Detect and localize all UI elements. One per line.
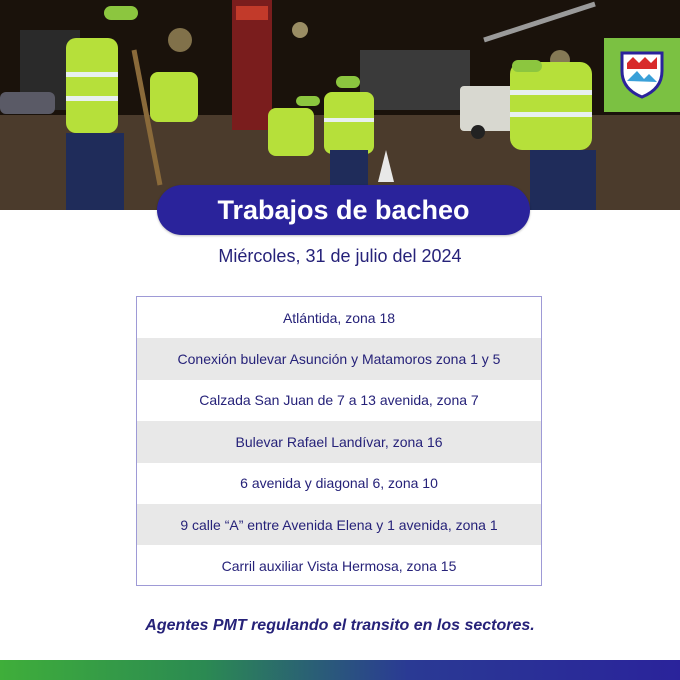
municipal-logo (604, 38, 680, 112)
locations-table (136, 296, 542, 586)
date-subtitle: Miércoles, 31 de julio del 2024 (218, 246, 462, 266)
table-row: Conexión bulevar Asunción y Matamoros zona 1 y 5 (137, 338, 541, 379)
table-row: Carril auxiliar Vista Hermosa, zona 15 (221, 558, 457, 575)
table-row: Calzada San Juan de 7 a 13 avenida, zona 7 (199, 392, 479, 409)
bottom-color-bar (0, 660, 680, 680)
municipal-shield-icon (618, 49, 666, 101)
footer-note: Agentes PMT regulando el transito en los sectores. (145, 617, 535, 634)
page-title: Trabajos de bacheo (157, 185, 530, 235)
header-photo (0, 0, 680, 210)
table-row: Bulevar Rafael Landívar, zona 16 (137, 421, 541, 462)
table-row: 6 avenida y diagonal 6, zona 10 (240, 475, 438, 492)
table-row: Atlántida, zona 18 (282, 309, 396, 326)
table-row: 9 calle “A” entre Avenida Elena y 1 avenida, zona 1 (137, 504, 541, 545)
